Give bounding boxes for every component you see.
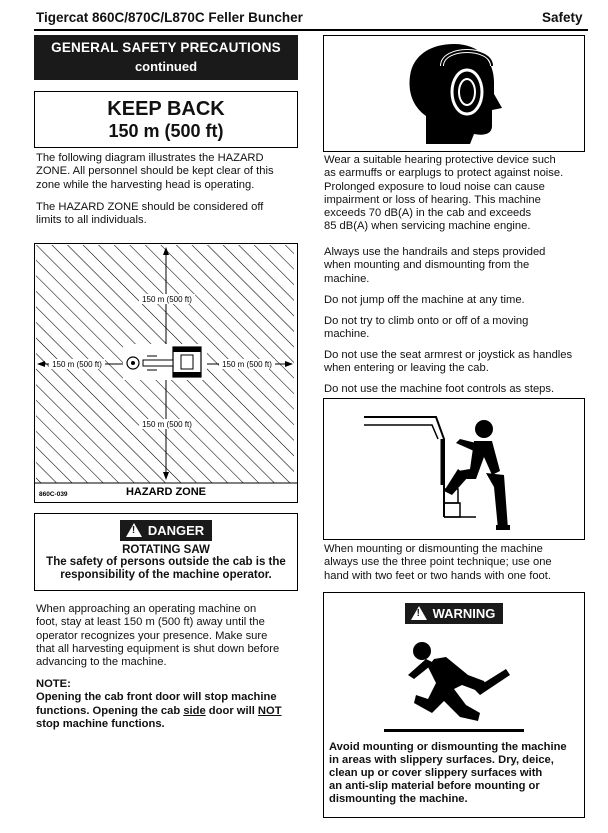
note-line: Opening the cab front door will stop machine — [36, 691, 277, 704]
warning-badge — [405, 603, 504, 624]
machine-top-view-icon — [123, 344, 207, 380]
approach-line: operator recognizes your presence. Make sure — [36, 629, 268, 642]
danger-badge — [120, 520, 212, 541]
approach-line: advancing to the machine. — [36, 656, 167, 669]
limits-line: The HAZARD ZONE should be considered off — [36, 201, 264, 213]
section-subtitle: continued — [134, 59, 198, 74]
hearing-protection-icon — [324, 36, 584, 151]
approach-paragraph — [36, 603, 279, 669]
intro-line: ZONE. All personnel should be kept clear of this — [36, 165, 274, 178]
approach-line: foot, stay at least 150 m (500 ft) away until the — [36, 616, 265, 629]
keep-back-distance: 150 m (500 ft) — [108, 121, 224, 141]
section-title: GENERAL SAFETY PRECAUTIONS — [51, 40, 281, 55]
danger-subtitle: ROTATING SAW — [122, 544, 210, 556]
danger-line: responsibility of the machine operator. — [60, 569, 272, 581]
intro-paragraph — [36, 152, 274, 192]
intro-line: zone while the harvesting head is operating. — [36, 178, 255, 191]
hazard-zone-svg — [35, 244, 297, 502]
keep-back-title: KEEP BACK — [107, 98, 225, 120]
no-foot-paragraph: Do not use the machine foot controls as steps. — [324, 383, 555, 395]
note-line: stop machine functions. — [36, 717, 165, 730]
three-point-climb-image — [323, 398, 585, 540]
approach-line: that all harvesting equipment is shut down before — [36, 642, 280, 655]
running-header-section: Safety — [542, 10, 583, 25]
section-title-box — [34, 35, 298, 80]
dim-label-left: 150 m (500 ft) — [52, 360, 102, 369]
danger-badge-label: DANGER — [147, 523, 205, 538]
note-label: NOTE: — [36, 678, 71, 690]
header-rule — [34, 29, 588, 31]
diagram-caption: HAZARD ZONE — [125, 486, 207, 498]
approach-line: When approaching an operating machine on — [36, 603, 257, 615]
intro-line: The following diagram illustrates the HAZARD — [36, 152, 264, 164]
dim-label-bottom: 150 m (500 ft) — [142, 420, 192, 429]
warning-triangle-icon — [411, 606, 427, 620]
hazard-zone-diagram — [34, 243, 298, 503]
dim-label-top: 150 m (500 ft) — [142, 295, 192, 304]
keep-back-box — [34, 91, 298, 148]
no-climb-paragraph: Do not try to climb onto or off of a moving machine. — [324, 315, 529, 341]
climbing-operator-icon — [324, 399, 584, 539]
no-seat-paragraph: Do not use the seat armrest or joystick as handles when entering or leaving the cab. — [324, 349, 573, 375]
warning-triangle-icon — [126, 523, 142, 537]
warning-message: Avoid mounting or dismounting the machine in areas with slippery surfaces. Dry, deice, clean up or cover slippery surfaces with an anti-slip material before mounting or dismounting the machine. — [329, 741, 567, 805]
limits-paragraph — [36, 201, 263, 228]
diagram-code: 860C-039 — [39, 491, 68, 498]
slipping-person-icon — [384, 629, 524, 737]
danger-line: The safety of persons outside the cab is the — [46, 556, 286, 568]
no-jump-paragraph: Do not jump off the machine at any time. — [324, 294, 525, 306]
warning-badge-label: WARNING — [432, 606, 496, 621]
three-point-paragraph: When mounting or dismounting the machine always use the three point technique; use one hand with two feet or two hands with one foot. — [324, 543, 552, 582]
hearing-protection-image — [323, 35, 585, 152]
danger-box — [34, 513, 298, 591]
running-header-title: Tigercat 860C/870C/L870C Feller Buncher — [36, 10, 303, 25]
hearing-paragraph: Wear a suitable hearing protective device such as earmuffs or earplugs to protect against noise. Prolonged exposure to loud noise can cause impairment or loss of hearing. This machine exceeds 70 dB(A) in the cab and exceeds 85 dB(A) when servicing machine engine. — [324, 154, 564, 233]
note-line: functions. Opening the cab side door will NOT — [36, 704, 282, 717]
limits-line: limits to all individuals. — [36, 214, 147, 227]
warning-box — [323, 592, 585, 818]
handrail-paragraph: Always use the handrails and steps provided when mounting and dismounting from the machine. — [324, 246, 546, 285]
dim-label-right: 150 m (500 ft) — [222, 360, 272, 369]
note-block — [36, 678, 282, 731]
